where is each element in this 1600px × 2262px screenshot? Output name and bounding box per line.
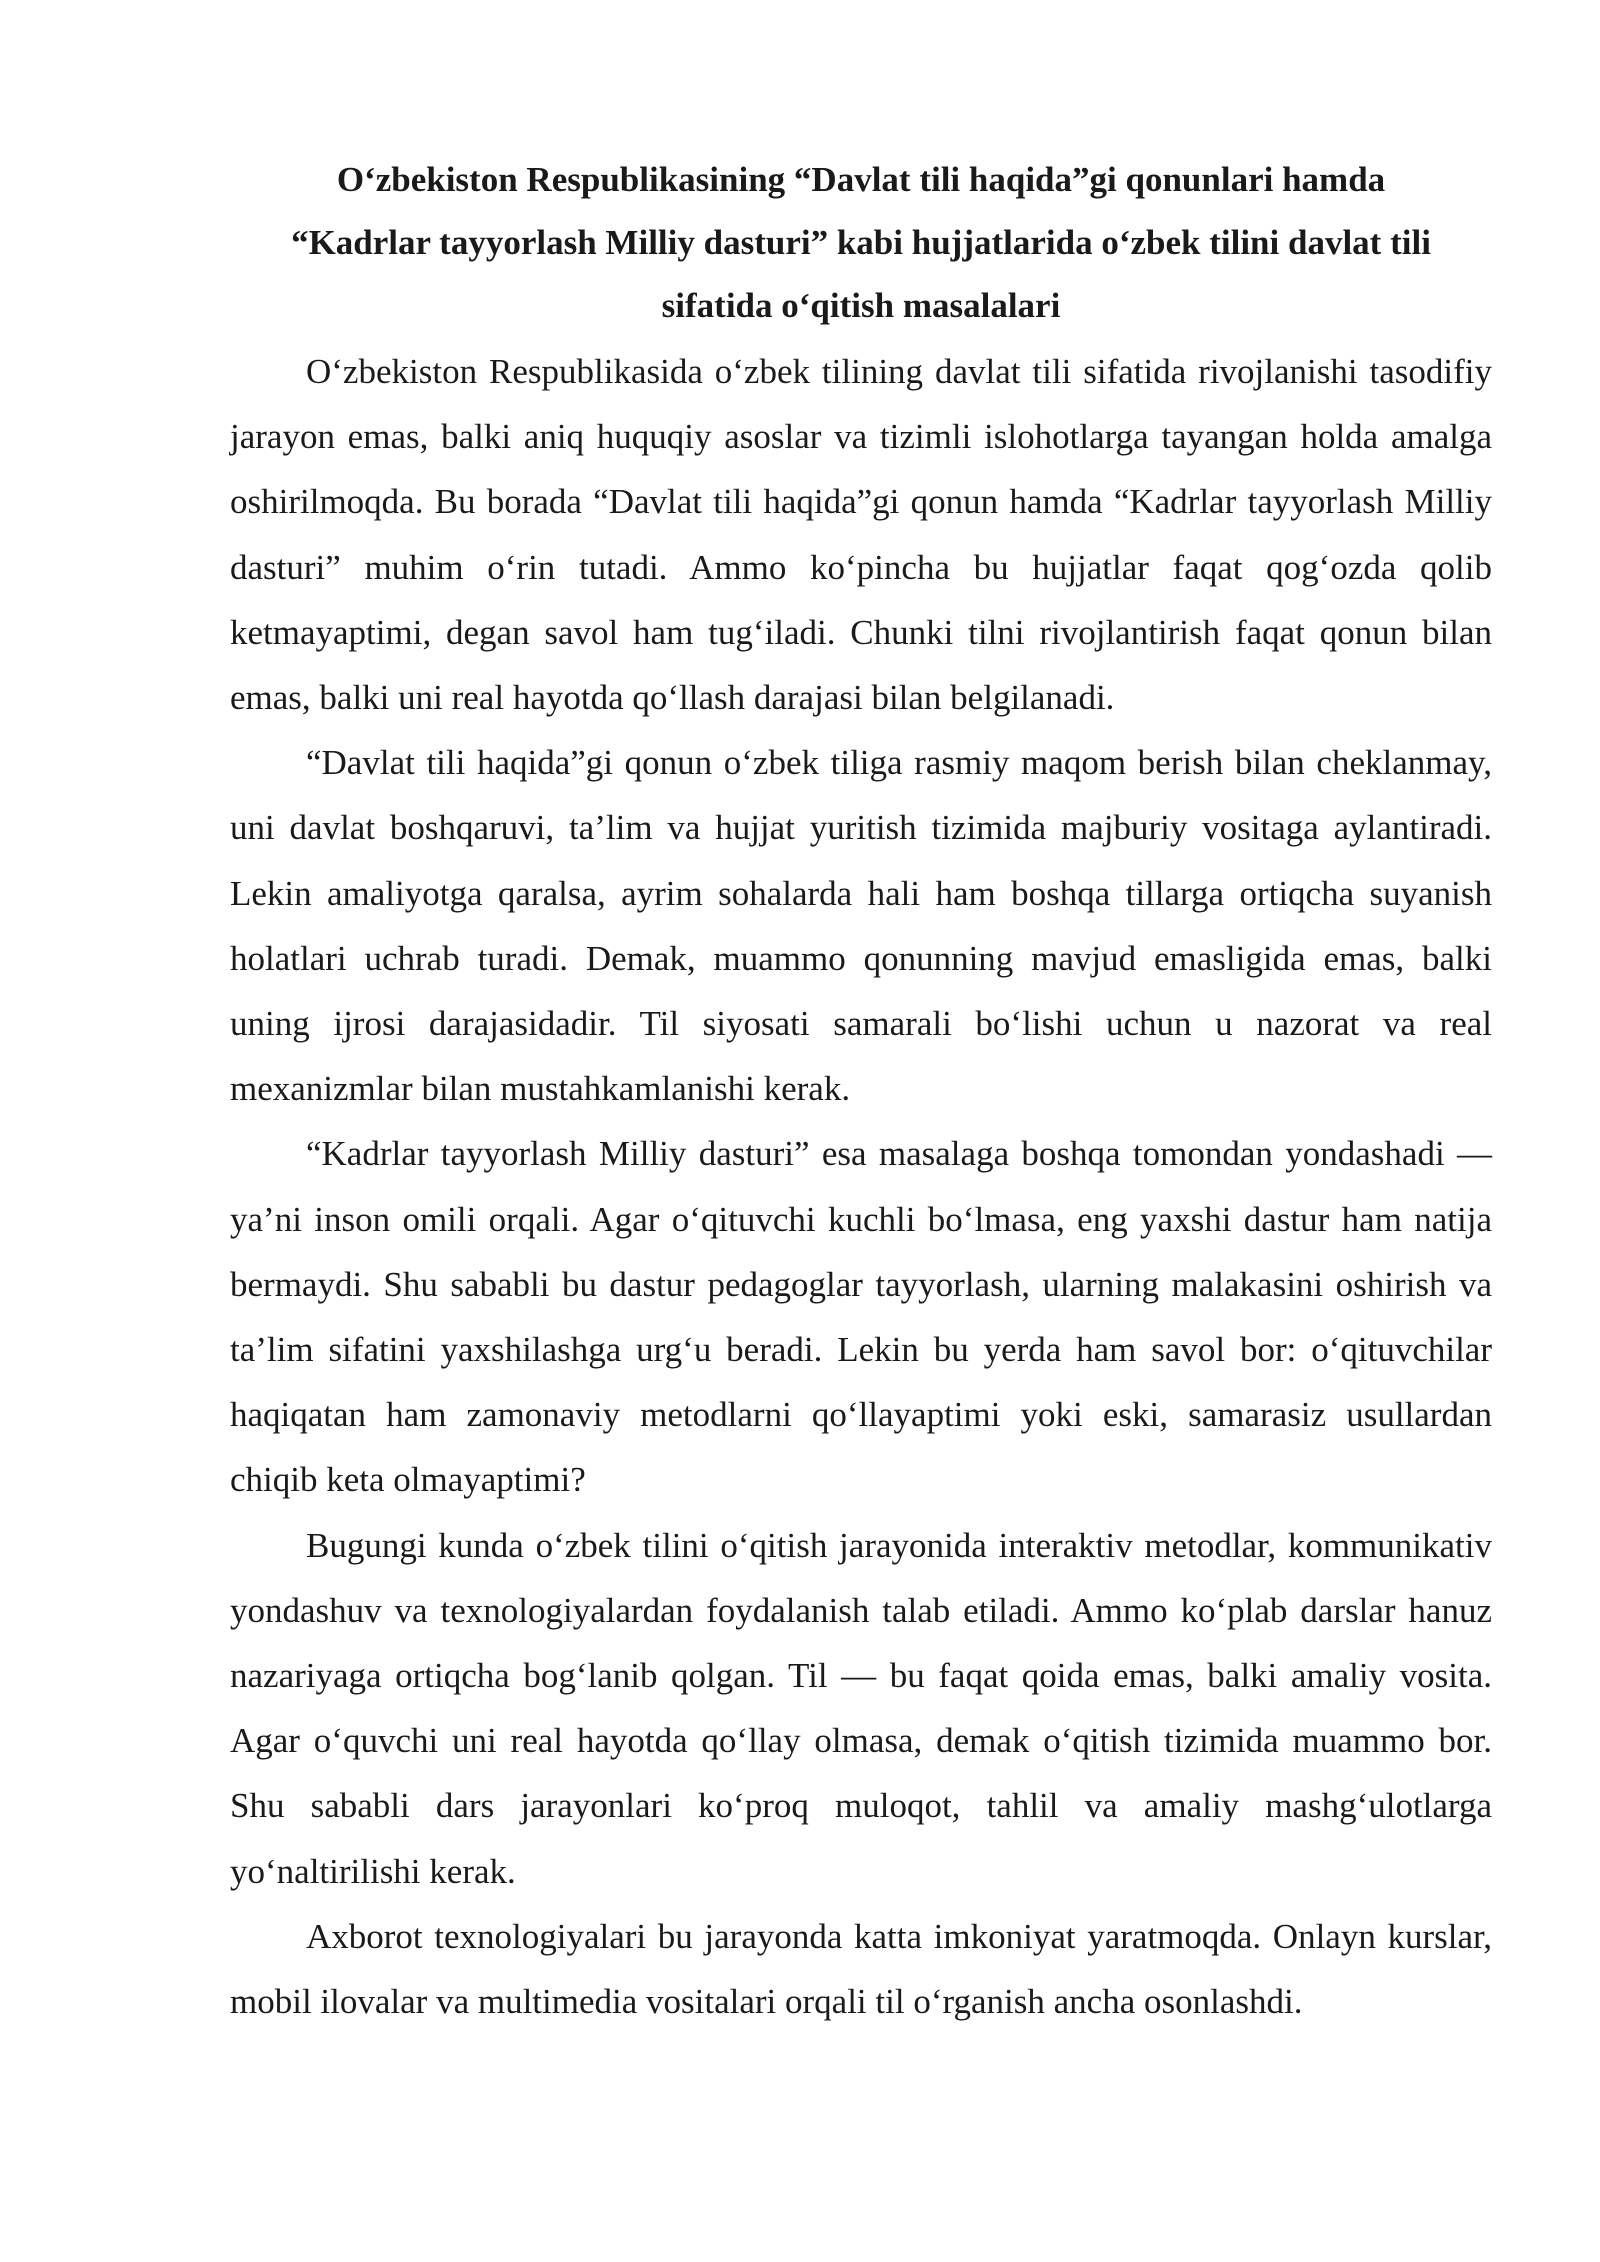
paragraph-2: “Davlat tili haqida”gi qonun o‘zbek tiliga rasmiy maqom berish bilan cheklanmay, uni davlat boshqaruvi, ta’lim va hujjat yuritish tizimida majburiy vositaga aylantiradi. Lekin amaliyotga qaralsa, ayrim sohalarda hali ham boshqa tillarga ortiqcha suyanish holatlari uchrab turadi. Demak, muammo qonunning mavjud emasligida emas, balki uning ijrosi darajasidadir. Til siyosati samarali bo‘lishi uchun u nazorat va real mexanizmlar bilan mustahkamlanishi kerak. bbox=[230, 743, 1492, 1109]
paragraph-3: “Kadrlar tayyorlash Milliy dasturi” esa masalaga boshqa tomondan yondashadi — ya’ni inson omili orqali. Agar o‘qituvchi kuchli bo‘lmasa, eng yaxshi dastur ham natija bermaydi. Shu sababli bu dastur pedagoglar tayyorlash, ularning malakasini oshirish va ta’lim sifatini yaxshilashga urg‘u beradi. Lekin bu yerda ham savol bor: o‘qituvchilar haqiqatan ham zamonaviy metodlarni qo‘llayaptimi yoki eski, samarasiz usullardan chiqib keta olmayaptimi? bbox=[230, 1134, 1492, 1500]
paragraph-5: Axborot texnologiyalari bu jarayonda katta imkoniyat yaratmoqda. Onlayn kurslar, mobil ilovalar va multimedia vositalari orqali til o‘rganish ancha osonlashdi. bbox=[230, 1916, 1492, 2022]
document-title bbox=[230, 148, 1492, 337]
paragraph-4: Bugungi kunda o‘zbek tilini o‘qitish jarayonida interaktiv metodlar, kommunikativ yondashuv va texnologiyalardan foydalanish talab etiladi. Ammo ko‘plab darslar hanuz nazariyaga ortiqcha bog‘lanib qolgan. Til — bu faqat qoida emas, balki amaliy vosita. Agar o‘quvchi uni real hayotda qo‘llay olmasa, demak o‘qitish tizimida muammo bor. Shu sababli dars jarayonlari ko‘proq muloqot, tahlil va amaliy mashg‘ulotlarga yo‘naltirilishi kerak. bbox=[230, 1525, 1492, 1891]
title-line-3: sifatida o‘qitish masalalari bbox=[661, 286, 1061, 325]
title-line-2: “Kadrlar tayyorlash Milliy dasturi” kabi hujjatlarida o‘zbek tilini davlat tili bbox=[291, 223, 1431, 262]
paragraph-1: O‘zbekiston Respublikasida o‘zbek tilining davlat tili sifatida rivojlanishi tasodifiy jarayon emas, balki aniq huquqiy asoslar va tizimli islohotlarga tayangan holda amalga oshirilmoqda. Bu borada “Davlat tili haqida”gi qonun hamda “Kadrlar tayyorlash Milliy dasturi” muhim o‘rin tutadi. Ammo ko‘pincha bu hujjatlar faqat qog‘ozda qolib ketmayaptimi, degan savol ham tug‘iladi. Chunki tilni rivojlantirish faqat qonun bilan emas, balki uni real hayotda qo‘llash darajasi bilan belgilanadi. bbox=[230, 352, 1492, 718]
document-page bbox=[230, 148, 1492, 2034]
title-line-1: O‘zbekiston Respublikasining “Davlat tili haqida”gi qonunlari hamda bbox=[336, 160, 1386, 199]
